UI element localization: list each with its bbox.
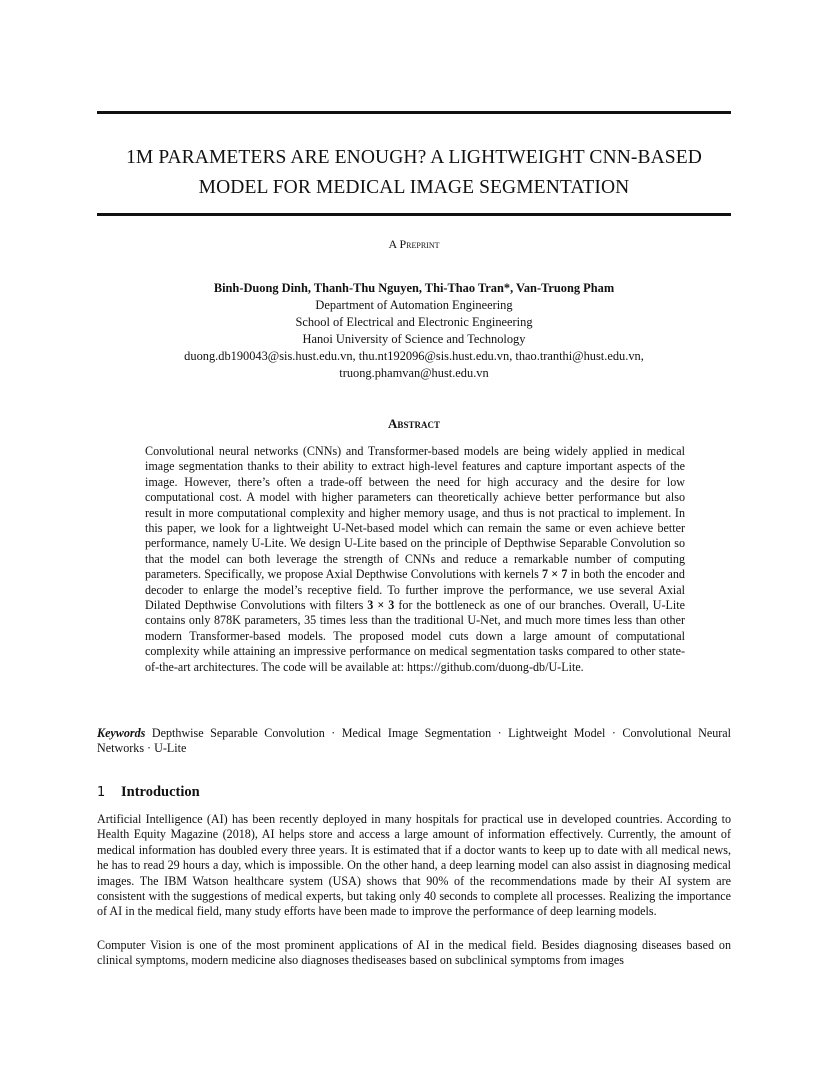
title-bottom-rule xyxy=(97,213,731,216)
abstract-kernel-size-2: 3 × 3 xyxy=(367,598,395,613)
abstract-heading: Abstract xyxy=(388,416,440,431)
abstract-text-part2: in both the encoder and decoder to enlarge the model’s receptive field. To further improve the performance, we use several Axial Dilated Depthwise Convolutions with filters xyxy=(145,567,685,613)
abstract-body xyxy=(145,444,685,675)
author-emails-line1: duong.db190043@sis.hust.edu.vn, thu.nt192096@sis.hust.edu.vn, thao.tranthi@hust.edu.vn, xyxy=(184,349,644,363)
affiliation-school: School of Electrical and Electronic Engineering xyxy=(295,315,533,329)
title-top-rule xyxy=(97,111,731,114)
affiliation-department: Department of Automation Engineering xyxy=(315,298,513,312)
keywords-text: Depthwise Separable Convolution · Medical Image Segmentation · Lightweight Model · Convolutional Neural Networks · U-Lite xyxy=(97,726,731,756)
author-emails-line2: truong.phamvan@hust.edu.vn xyxy=(339,366,489,380)
intro-paragraph-1: Artificial Intelligence (AI) has been recently deployed in many hospitals for practical use in developed countries. According to Health Equity Magazine (2018), AI helps store and access a large amount of information effectively. Currently, the amount of medical information has doubled every three years. It is estimated that if a doctor wants to keep up to date with all medical news, he has to read 29 hours a day, which is impossible. On the other hand, a deep learning model can also assist in diagnosing medical images. The IBM Watson healthcare system (USA) shows that 90% of the recommendations made by their AI system are consistent with the suggestions of medical experts, but taking only 40 seconds to complete all processes. Realizing the importance of AI in the medical field, many study efforts have been made to improve the performance of deep learning models. xyxy=(97,812,731,919)
section-number: 1 xyxy=(97,785,106,800)
intro-paragraph-2: Computer Vision is one of the most prominent applications of AI in the medical field. Besides diagnosing diseases based on clinical symptoms, modern medicine also diagnoses thediseases based on subclinical symptoms from images xyxy=(97,938,731,968)
preprint-label: A Preprint xyxy=(388,237,440,251)
keywords-line xyxy=(97,726,731,757)
author-block xyxy=(97,280,731,382)
abstract-text-part1: Convolutional neural networks (CNNs) and Transformer-based models are being widely applied in medical image segmentation thanks to their ability to extract high-level features and capture important aspects of the image. However, there’s often a trade-off between the need for high accuracy and the desire for low computational cost. A model with higher parameters can theoretically achieve better performance but also result in more computational complexity and higher memory usage, and thus is not practical to implement. In this paper, we look for a lightweight U-Net-based model which can remain the same or even achieve better performance, namely U-Lite. We design U-Lite based on the principle of Depthwise Separable Convolution so that the model can both leverage the strength of CNNs and reduce a remarkable number of computing parameters. Specifically, we propose Axial Depthwise Convolutions with kernels xyxy=(145,444,685,582)
paper-title: 1M PARAMETERS ARE ENOUGH? A LIGHTWEIGHT CNN-BASED MODEL FOR MEDICAL IMAGE SEGMENTATION xyxy=(126,147,702,198)
section-title: Introduction xyxy=(121,784,200,800)
abstract-text-part3: for the bottleneck as one of our branches. Overall, U-Lite contains only 878K parameters, 35 times less than the traditional U-Net, and much more times less than other modern Transformer-based models. The proposed model cuts down a large amount of computational complexity while attaining an impressive performance on medical segmentation tasks compared to other state-of-the-art architectures. The code will be available at: https://github.com/duong-db/U-Lite. xyxy=(145,598,685,674)
affiliation-university: Hanoi University of Science and Technology xyxy=(302,332,526,346)
keywords-label: Keywords xyxy=(97,726,146,740)
abstract-kernel-size-1: 7 × 7 xyxy=(542,567,568,582)
author-names: Binh-Duong Dinh, Thanh-Thu Nguyen, Thi-Thao Tran*, Van-Truong Pham xyxy=(213,281,615,295)
section-heading-introduction xyxy=(97,784,731,801)
